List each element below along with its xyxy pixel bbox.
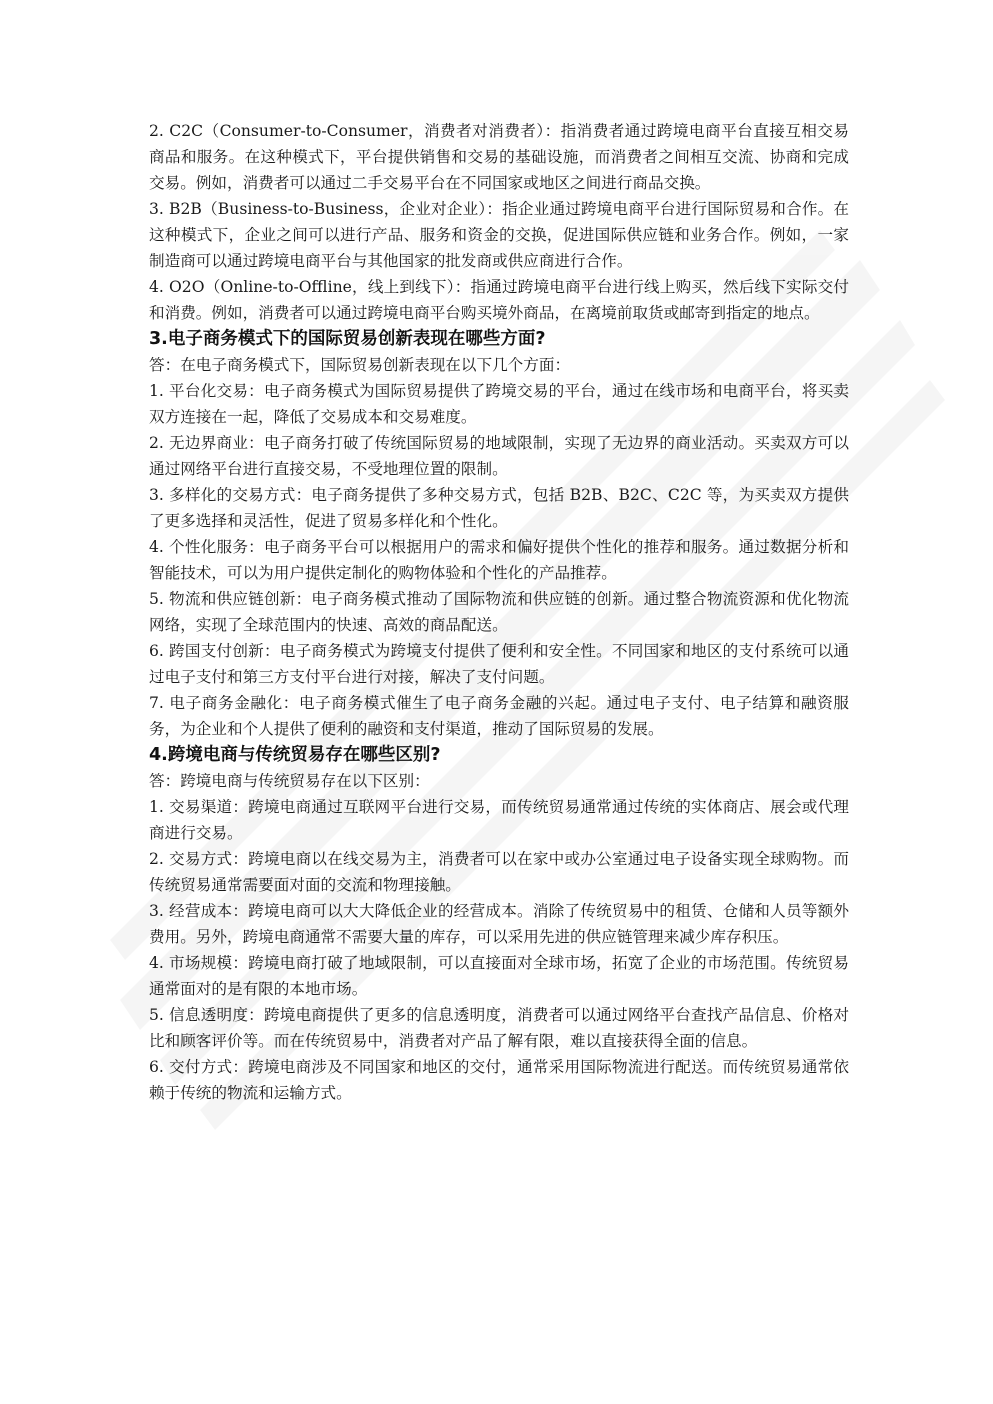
- q4-item-1: 1. 交易渠道：跨境电商通过互联网平台进行交易，而传统贸易通常通过传统的实体商店、展会或代理商进行交易。: [149, 798, 849, 842]
- question-3-intro: 答：在电子商务模式下，国际贸易创新表现在以下几个方面：: [149, 356, 571, 374]
- b2b-paragraph: 3. B2B（Business-to-Business，企业对企业）：指企业通过跨境电商平台进行国际贸易和合作。在这种模式下，企业之间可以进行产品、服务和资金的交换，促进国际供应链和业务合作。例如，一家制造商可以通过跨境电商平台与其他国家的批发商或供应商进行合作。: [149, 200, 849, 270]
- q4-item-3: 3. 经营成本：跨境电商可以大大降低企业的经营成本。消除了传统贸易中的租赁、仓储和人员等额外费用。另外，跨境电商通常不需要大量的库存，可以采用先进的供应链管理来减少库存积压。: [149, 902, 849, 946]
- q3-item-4: 4. 个性化服务：电子商务平台可以根据用户的需求和偏好提供个性化的推荐和服务。通过数据分析和智能技术，可以为用户提供定制化的购物体验和个性化的产品推荐。: [149, 538, 849, 582]
- q3-item-1: 1. 平台化交易：电子商务模式为国际贸易提供了跨境交易的平台，通过在线市场和电商平台，将买卖双方连接在一起，降低了交易成本和交易难度。: [149, 382, 849, 426]
- q3-item-3: 3. 多样化的交易方式：电子商务提供了多种交易方式，包括 B2B、B2C、C2C 等，为买卖双方提供了更多选择和灵活性，促进了贸易多样化和个性化。: [149, 486, 849, 530]
- q3-item-2: 2. 无边界商业：电子商务打破了传统国际贸易的地域限制，实现了无边界的商业活动。买卖双方可以通过网络平台进行直接交易，不受地理位置的限制。: [149, 434, 849, 478]
- question-4-heading: 4.跨境电商与传统贸易存在哪些区别?: [149, 745, 441, 765]
- q4-item-6: 6. 交付方式：跨境电商涉及不同国家和地区的交付，通常采用国际物流进行配送。而传统贸易通常依赖于传统的物流和运输方式。: [149, 1058, 849, 1102]
- q4-item-4: 4. 市场规模：跨境电商打破了地域限制，可以直接面对全球市场，拓宽了企业的市场范围。传统贸易通常面对的是有限的本地市场。: [149, 954, 849, 998]
- question-3-heading: 3.电子商务模式下的国际贸易创新表现在哪些方面?: [149, 329, 546, 349]
- question-4-intro: 答：跨境电商与传统贸易存在以下区别：: [149, 772, 430, 790]
- q3-item-5: 5. 物流和供应链创新：电子商务模式推动了国际物流和供应链的创新。通过整合物流资源和优化物流网络，实现了全球范围内的快速、高效的商品配送。: [149, 590, 849, 634]
- c2c-paragraph: 2. C2C（Consumer-to-Consumer，消费者对消费者）：指消费者通过跨境电商平台直接互相交易商品和服务。在这种模式下，平台提供销售和交易的基础设施，而消费者之间相互交流、协商和完成交易。例如，消费者可以通过二手交易平台在不同国家或地区之间进行商品交换。: [149, 122, 849, 192]
- q3-item-6: 6. 跨国支付创新：电子商务模式为跨境支付提供了便利和安全性。不同国家和地区的支付系统可以通过电子支付和第三方支付平台进行对接，解决了支付问题。: [149, 642, 849, 686]
- q4-item-2: 2. 交易方式：跨境电商以在线交易为主，消费者可以在家中或办公室通过电子设备实现全球购物。而传统贸易通常需要面对面的交流和物理接触。: [149, 850, 849, 894]
- o2o-paragraph: 4. O2O（Online-to-Offline，线上到线下）：指通过跨境电商平台进行线上购买，然后线下实际交付和消费。例如，消费者可以通过跨境电商平台购买境外商品，在离境前取货或邮寄到指定的地点。: [149, 278, 849, 322]
- document-page: [149, 118, 849, 1106]
- q4-item-5: 5. 信息透明度：跨境电商提供了更多的信息透明度，消费者可以通过网络平台查找产品信息、价格对比和顾客评价等。而在传统贸易中，消费者对产品了解有限，难以直接获得全面的信息。: [149, 1006, 849, 1050]
- q3-item-7: 7. 电子商务金融化：电子商务模式催生了电子商务金融的兴起。通过电子支付、电子结算和融资服务，为企业和个人提供了便利的融资和支付渠道，推动了国际贸易的发展。: [149, 694, 849, 738]
